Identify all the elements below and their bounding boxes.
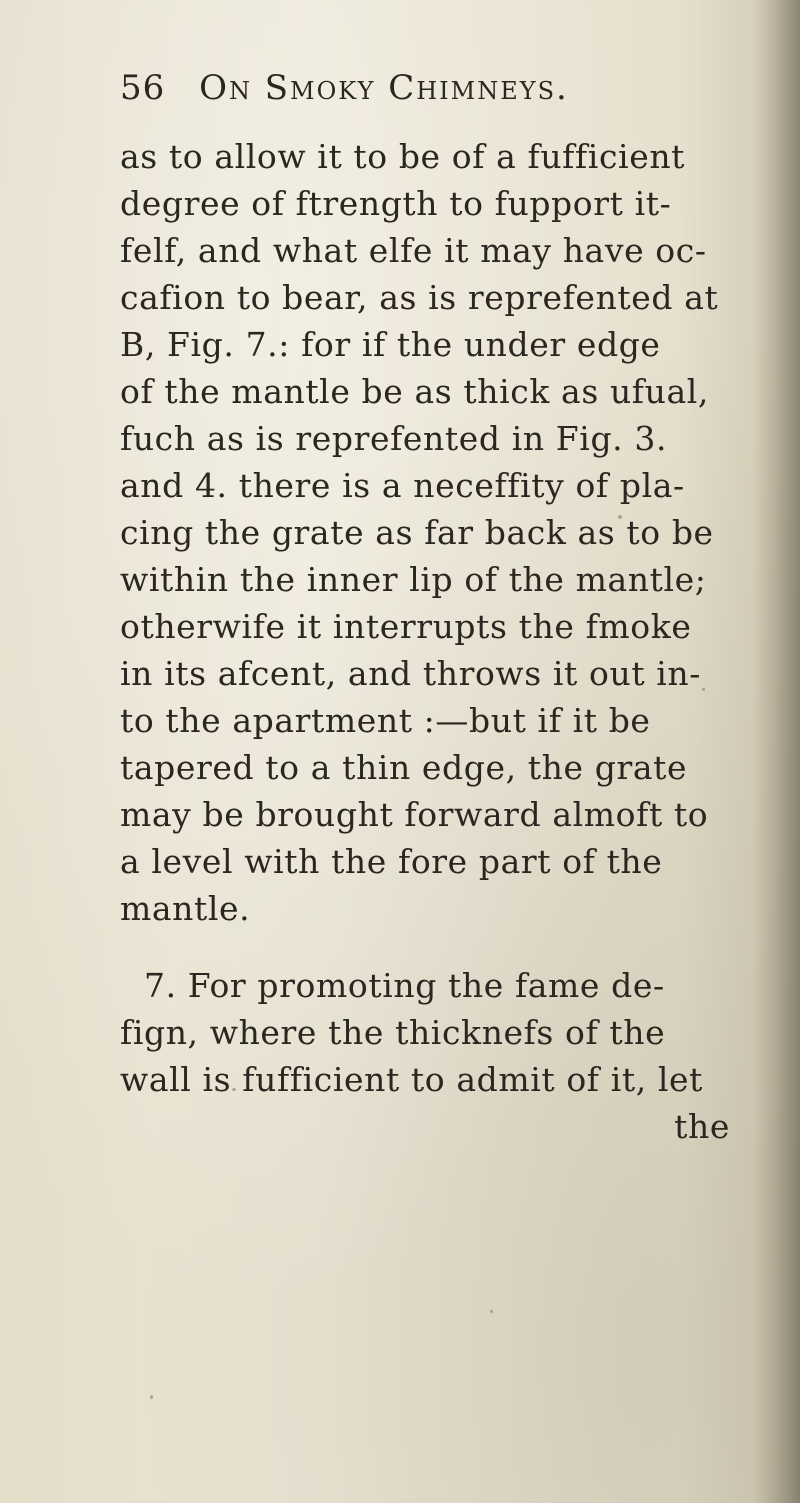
paper-speck	[150, 1395, 153, 1399]
text-line: within the inner lip of the mantle;	[120, 560, 707, 599]
catchword: the	[674, 1107, 730, 1146]
text-line: tapered to a thin edge, the grate	[120, 748, 688, 787]
text-line: to the apartment :—but if it be	[120, 701, 651, 740]
running-head: On Smoky Chimneys.	[199, 68, 569, 108]
text-line: B, Fig. 7.: for if the under edge	[120, 325, 661, 364]
page-gutter-shadow	[754, 0, 800, 1503]
text-line: of the mantle be as thick as ufual,	[120, 372, 709, 411]
text-line: mantle.	[120, 889, 251, 928]
text-line: otherwife it interrupts the fmoke	[120, 607, 692, 646]
text-line: as to allow it to be of a fufficient	[120, 137, 686, 176]
page-number: 56	[120, 68, 166, 108]
paragraph-gap	[120, 932, 760, 962]
text-line: in its afcent, and throws it out in-	[120, 654, 702, 693]
body-text	[120, 133, 760, 1150]
text-line: wall is fufficient to admit of it, let	[120, 1060, 704, 1099]
text-line: 7. For promoting the fame de-	[144, 966, 665, 1005]
text-line: a level with the fore part of the	[120, 842, 663, 881]
text-line: degree of ftrength to fupport it-	[120, 184, 672, 223]
page-header	[120, 68, 720, 118]
text-line: felf, and what elfe it may have oc-	[120, 231, 707, 270]
paper-speck	[490, 1310, 493, 1313]
text-line: may be brought forward almoft to	[120, 795, 709, 834]
text-line: cing the grate as far back as to be	[120, 513, 714, 552]
text-line: and 4. there is a neceffity of pla-	[120, 466, 685, 505]
text-line: fign, where the thicknefs of the	[120, 1013, 666, 1052]
text-line: fuch as is reprefented in Fig. 3.	[120, 419, 668, 458]
text-line: cafion to bear, as is reprefented at	[120, 278, 719, 317]
